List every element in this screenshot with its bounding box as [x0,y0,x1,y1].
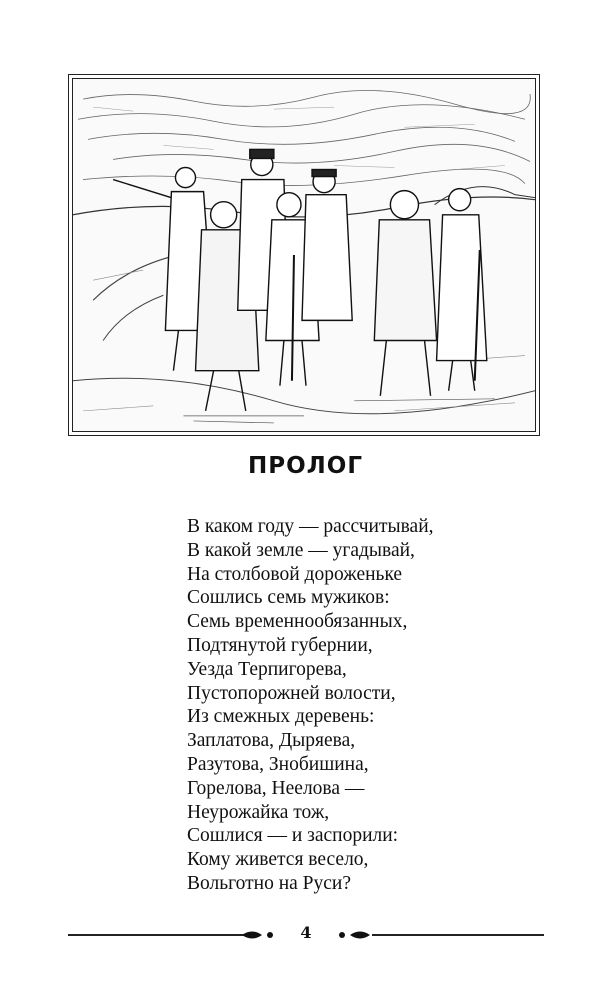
poem-line: Неурожайка тож, [187,801,330,823]
chapter-title: ПРОЛОГ [248,453,363,479]
ornament-right-icon [336,926,372,944]
poem-line: Подтянутой губернии, [187,634,373,656]
poem-text [187,515,434,896]
illustration [72,78,536,432]
poem-line: В каком году — рассчитывай, [187,516,434,537]
footer-rule-right [372,934,544,936]
poem-line: Вольготно на Руси? [187,872,352,894]
poem-line: Разутова, Знобишина, [187,753,369,775]
poem-line: Семь временнообязанных, [187,611,408,633]
poem-line: Пустопорожней волости, [187,682,396,704]
poem-line: Из смежных деревень: [187,706,375,728]
poem-line: Заплатова, Дыряева, [187,730,356,752]
poem-line: Сошлись семь мужиков: [187,587,390,609]
page-number: 4 [300,923,312,942]
poem-line: Кому живется весело, [187,849,369,871]
poem-line: Сошлися — и заспорили: [187,825,399,847]
illustration-frame [68,74,540,436]
poem-line: На столбовой дороженьке [187,563,403,585]
poem-line: Горелова, Неелова — [187,777,365,799]
peasants-illustration [73,79,535,431]
poem-line: В какой земле — угадывай, [187,539,415,561]
poem-line: Уезда Терпигорева, [187,658,347,680]
page-footer [68,920,544,950]
